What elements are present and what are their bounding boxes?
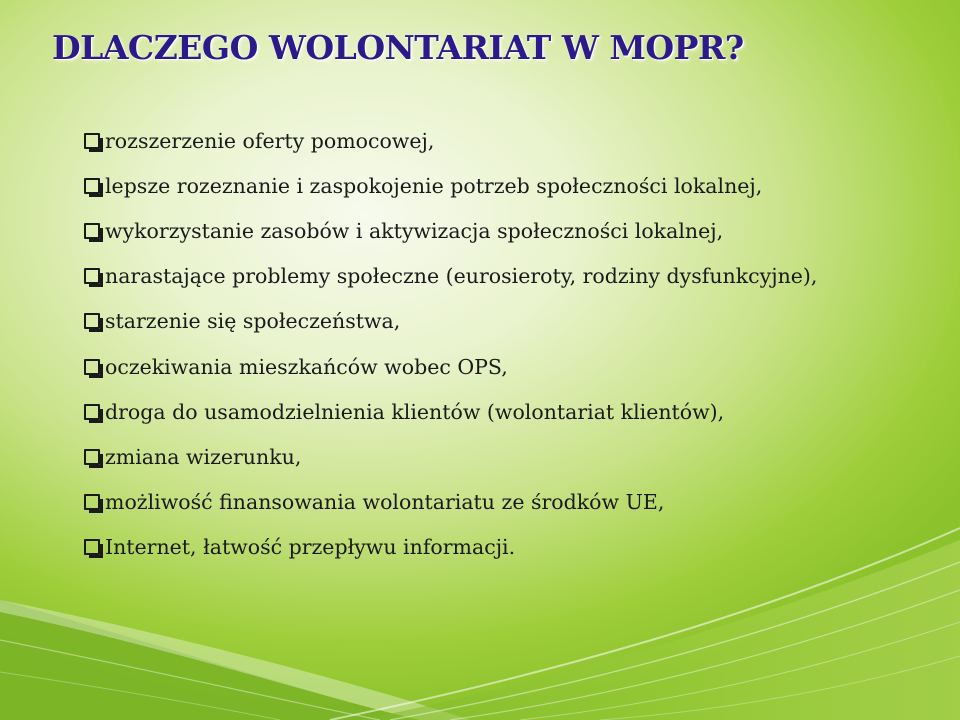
bullet-text: lepsze rozeznanie i zaspokojenie potrzeb społeczności lokalnej, bbox=[105, 173, 763, 198]
list-item bbox=[84, 254, 817, 299]
list-item bbox=[84, 344, 817, 389]
slide-title: DLACZEGO WOLONTARIAT W MOPR? bbox=[52, 28, 744, 67]
bullet-list bbox=[84, 118, 817, 570]
bullet-text: oczekiwania mieszkańców wobec OPS, bbox=[105, 354, 508, 379]
checkbox-bullet-icon bbox=[84, 494, 100, 510]
list-item bbox=[84, 525, 817, 570]
bullet-text: możliwość finansowania wolontariatu ze środków UE, bbox=[105, 490, 665, 515]
checkbox-bullet-icon bbox=[84, 539, 100, 555]
checkbox-bullet-icon bbox=[84, 178, 100, 194]
checkbox-bullet-icon bbox=[84, 359, 100, 375]
bullet-text: Internet, łatwość przepływu informacji. bbox=[105, 535, 516, 560]
list-item bbox=[84, 299, 817, 344]
checkbox-bullet-icon bbox=[84, 404, 100, 420]
list-item bbox=[84, 118, 817, 163]
checkbox-bullet-icon bbox=[84, 223, 100, 239]
checkbox-bullet-icon bbox=[84, 133, 100, 149]
list-item bbox=[84, 163, 817, 208]
checkbox-bullet-icon bbox=[84, 268, 100, 284]
list-item bbox=[84, 389, 817, 434]
list-item bbox=[84, 434, 817, 479]
bullet-text: zmiana wizerunku, bbox=[105, 444, 302, 469]
bullet-text: starzenie się społeczeństwa, bbox=[105, 309, 401, 334]
bullet-text: wykorzystanie zasobów i aktywizacja społeczności lokalnej, bbox=[105, 218, 724, 243]
list-item bbox=[84, 208, 817, 253]
checkbox-bullet-icon bbox=[84, 313, 100, 329]
list-item bbox=[84, 480, 817, 525]
checkbox-bullet-icon bbox=[84, 449, 100, 465]
bullet-text: droga do usamodzielnienia klientów (wolontariat klientów), bbox=[105, 399, 725, 424]
bullet-text: rozszerzenie oferty pomocowej, bbox=[105, 128, 435, 153]
bullet-text: narastające problemy społeczne (eurosieroty, rodziny dysfunkcyjne), bbox=[105, 264, 818, 289]
